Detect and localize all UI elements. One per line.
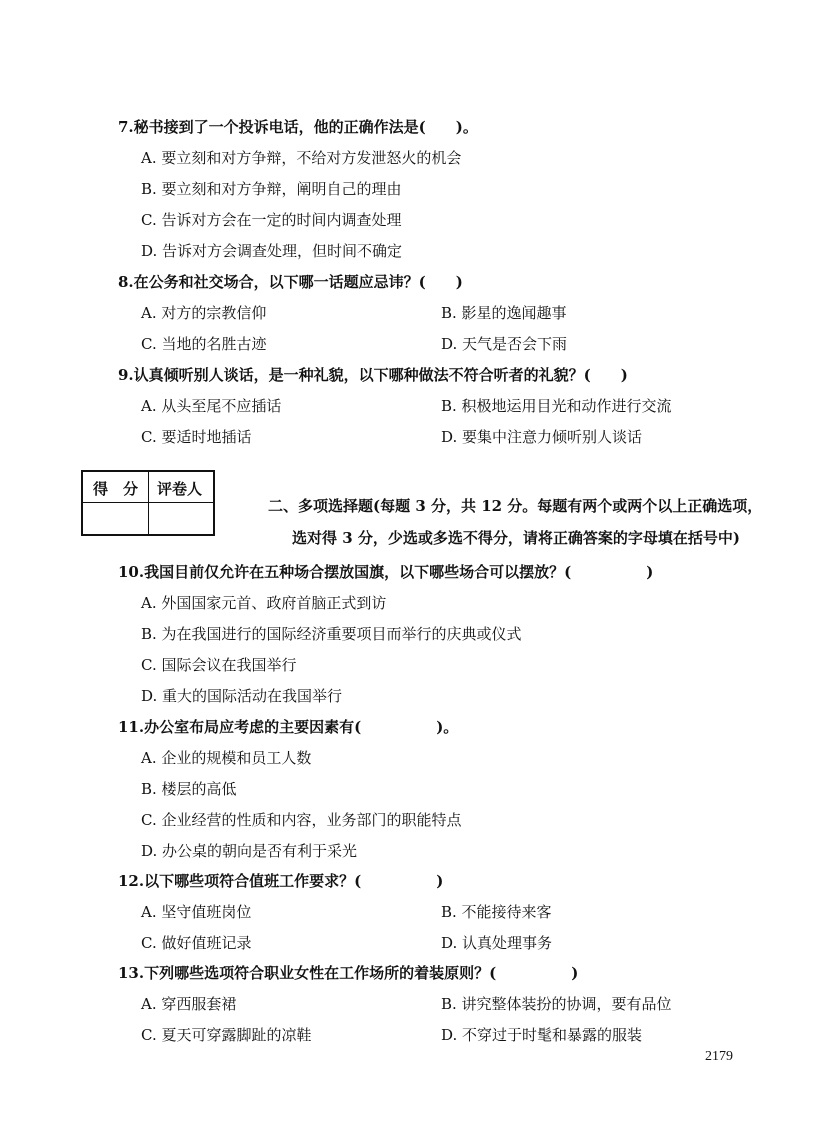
question-8-option-b: B. 影星的逸闻趣事 [441,304,567,322]
question-8-stem: 8.在公务和社交场合，以下哪一话题应忌讳？( ) [118,273,463,291]
question-7-option-b: B. 要立刻和对方争辩，阐明自己的理由 [141,180,402,198]
question-12-option-a: A. 坚守值班岗位 [141,903,252,921]
question-13-option-a: A. 穿西服套裙 [141,995,237,1013]
question-13-option-b: B. 讲究整体装扮的协调，要有品位 [441,995,672,1013]
question-9-option-c: C. 要适时地插话 [141,428,252,446]
question-12-option-b: B. 不能接待来客 [441,903,552,921]
page-number: 2179 [705,1049,733,1064]
question-13-stem: 13.下列哪些选项符合职业女性在工作场所的着装原则？( ) [118,964,579,982]
question-9-option-d: D. 要集中注意力倾听别人谈话 [441,428,643,446]
question-10-option-d: D. 重大的国际活动在我国举行 [141,687,343,705]
question-9-stem: 9.认真倾听别人谈话，是一种礼貌，以下哪种做法不符合听者的礼貌？( ) [118,366,628,384]
question-13-option-c: C. 夏天可穿露脚趾的凉鞋 [141,1026,312,1044]
score-box [81,470,215,536]
question-8-option-d: D. 天气是否会下雨 [441,335,568,353]
question-11-option-d: D. 办公桌的朝向是否有利于采光 [141,842,358,860]
question-10-stem: 10.我国目前仅允许在五种场合摆放国旗，以下哪些场合可以摆放？( ) [118,563,654,581]
section-2-heading: 二、多项选择题(每题 3 分，共 12 分。每题有两个或两个以上正确选项， [268,497,763,515]
question-10-option-b: B. 为在我国进行的国际经济重要项目而举行的庆典或仪式 [141,625,522,643]
question-11-option-a: A. 企业的规模和员工人数 [141,749,312,767]
question-8-option-c: C. 当地的名胜古迹 [141,335,267,353]
question-13-option-d: D. 不穿过于时髦和暴露的服装 [441,1026,643,1044]
question-9-option-b: B. 积极地运用目光和动作进行交流 [441,397,672,415]
question-10-option-c: C. 国际会议在我国举行 [141,656,297,674]
question-7-option-d: D. 告诉对方会调查处理，但时间不确定 [141,242,403,260]
question-11-stem: 11.办公室布局应考虑的主要因素有( )。 [118,718,459,736]
score-box-divider-vertical [148,472,149,534]
question-7-stem: 7.秘书接到了一个投诉电话，他的正确作法是( )。 [118,118,478,136]
question-12-stem: 12.以下哪些项符合值班工作要求？( ) [118,872,444,890]
question-11-option-c: C. 企业经营的性质和内容，业务部门的职能特点 [141,811,462,829]
question-8-option-a: A. 对方的宗教信仰 [141,304,267,322]
question-10-option-a: A. 外国国家元首、政府首脑正式到访 [141,594,387,612]
grader-label: 评卷人 [157,480,203,498]
question-12-option-d: D. 认真处理事务 [441,934,553,952]
question-7-option-c: C. 告诉对方会在一定的时间内调查处理 [141,211,402,229]
question-11-option-b: B. 楼层的高低 [141,780,237,798]
question-9-option-a: A. 从头至尾不应插话 [141,397,282,415]
question-7-option-a: A. 要立刻和对方争辩，不给对方发泄怒火的机会 [141,149,462,167]
score-label: 得 分 [93,480,139,498]
question-12-option-c: C. 做好值班记录 [141,934,252,952]
section-2-instructions: 选对得 3 分，少选或多选不得分，请将正确答案的字母填在括号中) [292,529,740,547]
